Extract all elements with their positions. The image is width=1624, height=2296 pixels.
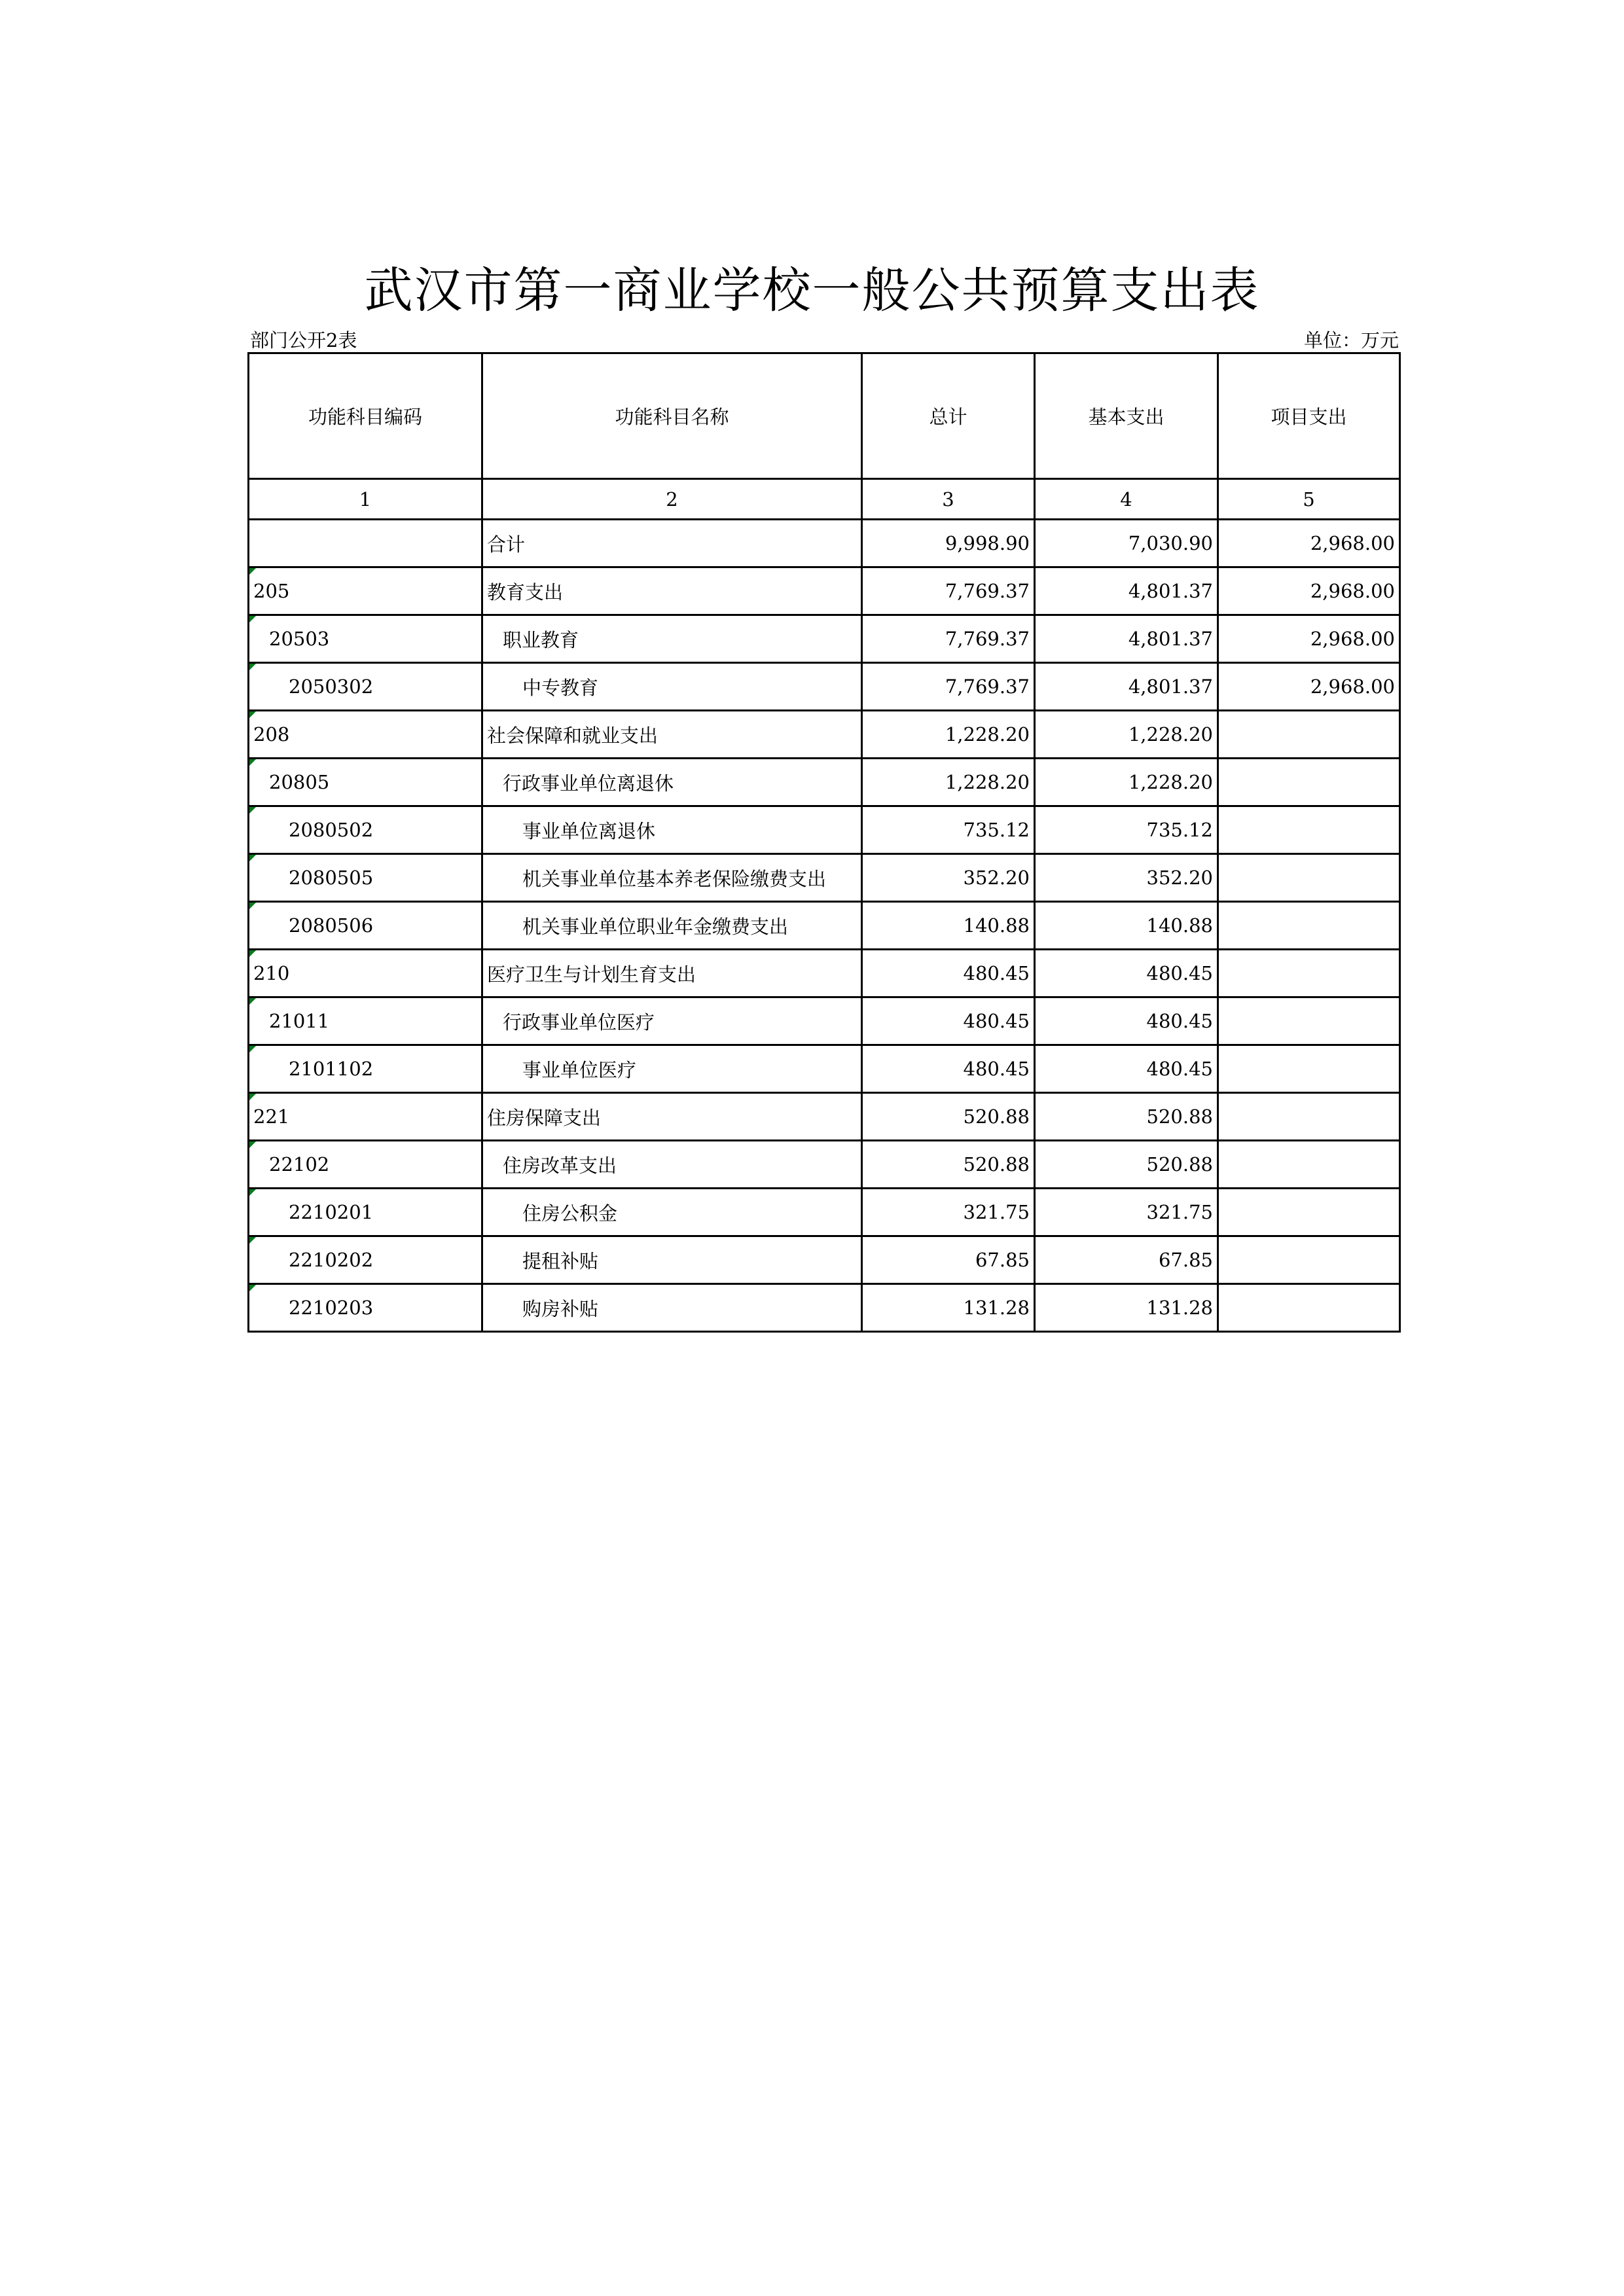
total-cell [862,1045,1035,1093]
header-row [249,353,1400,479]
total-cell [862,520,1035,567]
name-cell-text: 医疗卫生与计划生育支出 [487,963,696,986]
total-cell [862,615,1035,663]
total-cell-text: 480.45 [963,1058,1030,1080]
table-row [249,759,1400,806]
name-cell-text: 提租补贴 [522,1249,599,1272]
basic-cell-text: 67.85 [1158,1249,1213,1271]
code-cell [249,1189,482,1236]
header-total: 总计 [862,353,1035,479]
code-cell-text: 2210201 [289,1201,374,1223]
basic-cell [1035,997,1218,1045]
code-cell-text: 2080506 [289,914,374,937]
basic-cell-text: 480.45 [1146,1010,1213,1032]
budget-expenditure-table [247,352,1401,1333]
basic-cell [1035,1189,1218,1236]
code-cell-text: 210 [253,962,290,984]
name-cell [482,806,862,854]
name-cell [482,1284,862,1332]
basic-cell-text: 4,801.37 [1128,675,1213,698]
basic-cell [1035,854,1218,902]
index-3: 3 [862,479,1035,520]
project-cell [1218,1236,1400,1284]
code-cell [249,854,482,902]
table-row [249,1189,1400,1236]
project-cell [1218,902,1400,950]
total-cell-text: 7,769.37 [945,628,1030,650]
name-cell [482,1236,862,1284]
basic-cell [1035,615,1218,663]
name-cell [482,711,862,759]
name-cell [482,1093,862,1141]
cell-marker-icon [249,664,256,670]
name-cell-text: 中专教育 [522,676,599,699]
total-cell-text: 1,228.20 [945,723,1030,745]
project-cell-text: 2,968.00 [1310,675,1395,698]
unit-label: 单位：万元 [1303,329,1399,351]
code-cell [249,1236,482,1284]
basic-cell-text: 480.45 [1146,1058,1213,1080]
total-cell-text: 7,769.37 [945,675,1030,698]
code-cell [249,711,482,759]
code-cell-text: 22102 [269,1153,330,1175]
header-project: 项目支出 [1218,353,1400,479]
total-cell-text: 480.45 [963,1010,1030,1032]
cell-marker-icon [249,998,256,1005]
basic-cell-text: 1,228.20 [1128,723,1213,745]
name-cell [482,615,862,663]
project-cell [1218,759,1400,806]
total-cell [862,902,1035,950]
name-cell [482,759,862,806]
total-cell-text: 140.88 [963,914,1030,937]
cell-marker-icon [249,950,256,957]
basic-cell-text: 520.88 [1146,1105,1213,1128]
table-row [249,1045,1400,1093]
project-cell [1218,711,1400,759]
basic-cell-text: 480.45 [1146,962,1213,984]
code-cell-text: 221 [253,1105,290,1128]
name-cell-text: 社会保障和就业支出 [487,724,659,747]
code-cell [249,1141,482,1189]
table-row [249,520,1400,567]
code-cell-text: 2050302 [289,675,374,698]
cell-marker-icon [249,903,256,909]
basic-cell-text: 321.75 [1146,1201,1213,1223]
code-cell [249,806,482,854]
name-cell [482,902,862,950]
project-cell [1218,1093,1400,1141]
basic-cell [1035,1045,1218,1093]
basic-cell [1035,1093,1218,1141]
project-cell [1218,663,1400,711]
total-cell-text: 131.28 [963,1297,1030,1319]
table-number-label: 部门公开2表 [250,329,357,351]
name-cell-text: 机关事业单位基本养老保险缴费支出 [522,867,827,890]
total-cell [862,854,1035,902]
index-2: 2 [482,479,862,520]
index-5: 5 [1218,479,1400,520]
name-cell-text: 教育支出 [487,581,564,603]
code-cell [249,615,482,663]
total-cell-text: 520.88 [963,1105,1030,1128]
name-cell [482,950,862,997]
basic-cell [1035,806,1218,854]
total-cell [862,711,1035,759]
cell-marker-icon [249,855,256,861]
basic-cell-text: 1,228.20 [1128,771,1213,793]
code-cell-text: 205 [253,580,290,602]
code-cell [249,950,482,997]
table-row [249,854,1400,902]
code-cell [249,1045,482,1093]
code-cell-text: 21011 [269,1010,330,1032]
total-cell-text: 735.12 [963,819,1030,841]
code-cell-text: 2101102 [289,1058,374,1080]
cell-marker-icon [249,616,256,622]
name-cell-text: 机关事业单位职业年金缴费支出 [522,915,789,938]
table-body [249,353,1400,1332]
total-cell [862,950,1035,997]
code-cell [249,997,482,1045]
cell-marker-icon [249,1094,256,1100]
name-cell-text: 行政事业单位离退休 [503,772,674,795]
total-cell-text: 67.85 [975,1249,1030,1271]
basic-cell-text: 140.88 [1146,914,1213,937]
name-cell [482,1189,862,1236]
name-cell [482,520,862,567]
table-row [249,806,1400,854]
basic-cell [1035,759,1218,806]
table-row [249,1236,1400,1284]
basic-cell [1035,520,1218,567]
name-cell [482,1141,862,1189]
project-cell [1218,1045,1400,1093]
total-cell [862,1093,1035,1141]
project-cell [1218,806,1400,854]
basic-cell [1035,567,1218,615]
index-4: 4 [1035,479,1218,520]
table-row [249,567,1400,615]
basic-cell [1035,950,1218,997]
name-cell [482,1045,862,1093]
header-basic: 基本支出 [1035,353,1218,479]
project-cell [1218,950,1400,997]
total-cell-text: 352.20 [963,867,1030,889]
total-cell [862,1189,1035,1236]
total-cell [862,759,1035,806]
project-cell [1218,520,1400,567]
code-cell [249,902,482,950]
project-cell [1218,997,1400,1045]
basic-cell [1035,711,1218,759]
table-row [249,1284,1400,1332]
code-cell [249,1093,482,1141]
cell-marker-icon [249,1237,256,1244]
table-row [249,1141,1400,1189]
name-cell-text: 购房补贴 [522,1297,599,1320]
code-cell [249,567,482,615]
basic-cell-text: 131.28 [1146,1297,1213,1319]
cell-marker-icon [249,1046,256,1052]
code-cell [249,520,482,567]
total-cell-text: 9,998.90 [945,532,1030,554]
table-row [249,615,1400,663]
total-cell [862,997,1035,1045]
code-cell [249,663,482,711]
code-cell-text: 2080505 [289,867,374,889]
cell-marker-icon [249,1285,256,1291]
project-cell [1218,1284,1400,1332]
cell-marker-icon [249,1189,256,1196]
basic-cell-text: 4,801.37 [1128,628,1213,650]
code-cell-text: 20805 [269,771,330,793]
name-cell-text: 住房公积金 [522,1202,618,1225]
code-cell [249,759,482,806]
code-cell-text: 20503 [269,628,330,650]
name-cell [482,663,862,711]
total-cell-text: 321.75 [963,1201,1030,1223]
total-cell [862,1236,1035,1284]
project-cell [1218,1141,1400,1189]
project-cell [1218,1189,1400,1236]
table-row [249,1093,1400,1141]
cell-marker-icon [249,711,256,718]
basic-cell [1035,902,1218,950]
project-cell-text: 2,968.00 [1310,532,1395,554]
code-cell-text: 2210202 [289,1249,374,1271]
name-cell-text: 行政事业单位医疗 [503,1011,655,1033]
total-cell-text: 1,228.20 [945,771,1030,793]
total-cell-text: 7,769.37 [945,580,1030,602]
name-cell [482,854,862,902]
basic-cell-text: 520.88 [1146,1153,1213,1175]
project-cell [1218,854,1400,902]
total-cell [862,567,1035,615]
code-cell-text: 2210203 [289,1297,374,1319]
project-cell-text: 2,968.00 [1310,580,1395,602]
total-cell [862,663,1035,711]
column-index-row [249,479,1400,520]
project-cell [1218,567,1400,615]
basic-cell [1035,1141,1218,1189]
basic-cell [1035,663,1218,711]
name-cell [482,567,862,615]
basic-cell-text: 4,801.37 [1128,580,1213,602]
table-row [249,711,1400,759]
name-cell-text: 事业单位医疗 [522,1058,637,1081]
code-cell-text: 2080502 [289,819,374,841]
name-cell-text: 住房保障支出 [487,1106,602,1129]
table-row [249,902,1400,950]
project-cell-text: 2,968.00 [1310,628,1395,650]
code-cell [249,1284,482,1332]
name-cell-text: 事业单位离退休 [522,819,656,842]
total-cell-text: 480.45 [963,962,1030,984]
name-cell-text: 合计 [487,533,526,556]
total-cell [862,1284,1035,1332]
header-name: 功能科目名称 [482,353,862,479]
basic-cell-text: 7,030.90 [1128,532,1213,554]
basic-cell [1035,1284,1218,1332]
code-cell-text: 208 [253,723,290,745]
page-title: 武汉市第一商业学校一般公共预算支出表 [364,262,1260,319]
table-row [249,663,1400,711]
name-cell-text: 住房改革支出 [503,1154,617,1177]
cell-marker-icon [249,807,256,814]
total-cell-text: 520.88 [963,1153,1030,1175]
index-1: 1 [249,479,482,520]
cell-marker-icon [249,759,256,766]
table-row [249,997,1400,1045]
total-cell [862,1141,1035,1189]
table-row [249,950,1400,997]
total-cell [862,806,1035,854]
header-code: 功能科目编码 [249,353,482,479]
project-cell [1218,615,1400,663]
cell-marker-icon [249,1141,256,1148]
basic-cell-text: 352.20 [1146,867,1213,889]
name-cell [482,997,862,1045]
name-cell-text: 职业教育 [503,628,579,651]
basic-cell [1035,1236,1218,1284]
basic-cell-text: 735.12 [1146,819,1213,841]
cell-marker-icon [249,568,256,575]
